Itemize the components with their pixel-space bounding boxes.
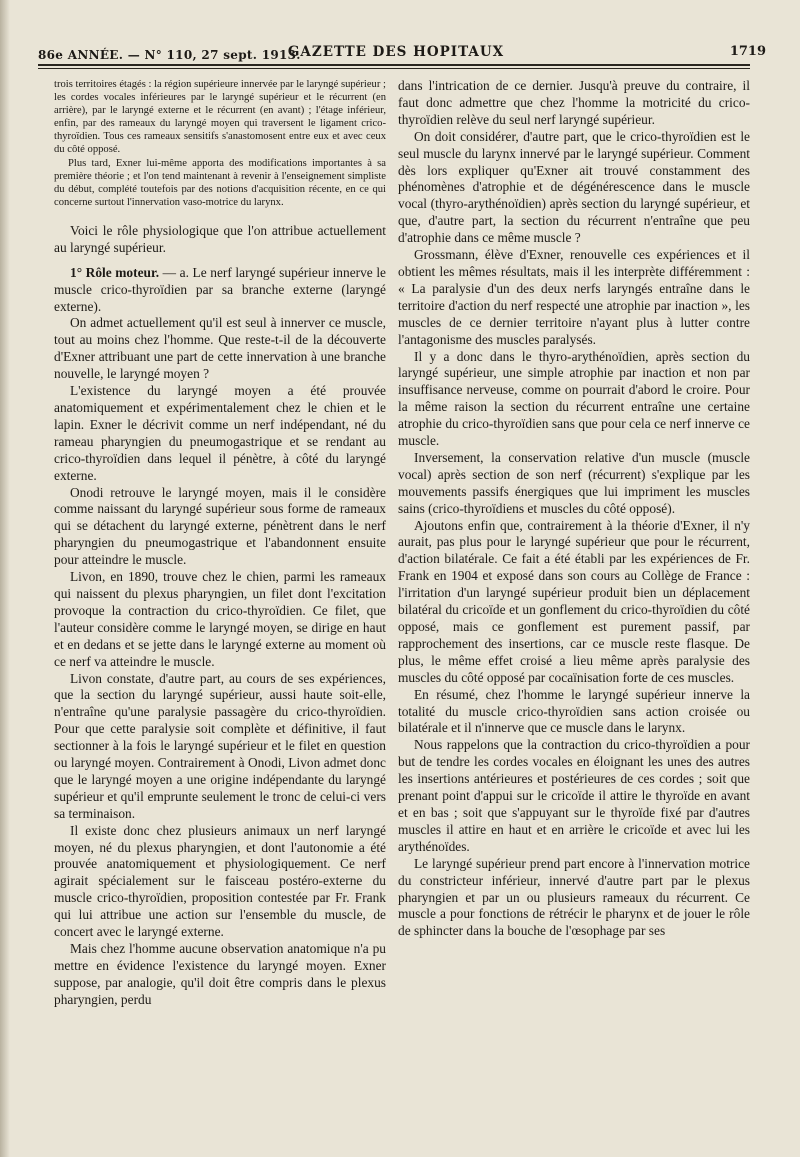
paragraph: dans l'intrication de ce dernier. Jusqu'à preuve du contraire, il faut donc admettre que chez l'homme la motricité du crico-thyroïdien relève du seul nerf laryngé supérieur. [398, 78, 750, 127]
paragraph: Grossmann, élève d'Exner, renouvelle ces expériences et il obtient les mêmes résultats, mais il les interprète différemment : « La paralysie d'un des deux nerfs laryngés entraîne dans le territoire d'action du nerf respecté une atrophie par inaction », les muscles de ce dernier territoire n'ayant plus à lutter contre l'antagonisme des muscles paralysés. [398, 247, 750, 347]
paragraph: Inversement, la conservation relative d'un muscle (muscle vocal) après section de son nerf (récurrent) s'explique par les mouvements passifs énergiques que lui impriment les muscles sains (crico-thyroïdiens et muscles du côté opposé). [398, 449, 750, 516]
paragraph: On doit considérer, d'autre part, que le crico-thyroïdien est le seul muscle du larynx innervé par le laryngé supérieur. Comment dès lors expliquer qu'Exner ait trouvé constamment des phénomènes d'atrophie et de dégénérescence dans le muscle vocal (thyro-arythénoïdien) après section du laryngé supérieur, et que, d'autre part, la section du récurrent n'entraîne que peu d'atrophie dans ce même muscle ? [398, 128, 750, 246]
paragraph: Plus tard, Exner lui-même apporta des modifications importantes à sa première théorie ; et l'on tend maintenant à revenir à l'enseignement simpliste du début, complété toutefois par des notions d'acquisition récente, en ce qui concerne surtout l'innervation vaso-motrice du larynx. [54, 157, 386, 208]
paragraph: Mais chez l'homme aucune observation anatomique n'a pu mettre en évidence l'existence du laryngé moyen. Exner suppose, par analogie, qu'il doit être compris dans le plexus pharyngien, perdu [54, 941, 386, 1007]
right-column [398, 78, 750, 940]
paragraph: Le laryngé supérieur prend part encore à l'innervation motrice du constricteur inférieur, innervé d'autre part par le plexus pharyngien et par un ou plusieurs rameaux du récurrent. Ce muscle a pour fonctions de rétrécir le pharynx et de jouer le rôle de sphincter dans la bouche de l'œsophage par ses [398, 855, 750, 939]
paragraph: Il y a donc dans le thyro-arythénoïdien, après section du laryngé supérieur, une simple atrophie par inaction et non par insuffisance nerveuse, comme on pourrait d'abord le croire. Pour la même raison la section du récurrent entraîne une certaine atrophie du crico-thyroïdien sans que pour cela ce nerf innerve ce muscle. [398, 348, 750, 449]
main-text-left [54, 223, 386, 1009]
header-rule-thin [38, 68, 750, 69]
journal-title: GAZETTE DES HOPITAUX [287, 44, 505, 60]
paragraph: Voici le rôle physiologique que l'on attribue actuellement au laryngé supérieur. [54, 222, 386, 255]
paragraph: L'existence du laryngé moyen a été prouvée anatomiquement et expérimentalement chez le chien et le lapin. Exner le décrivit comme un nerf indépendant, né du rameau pharyngien du pneumogastrique et se rendant au crico-thyroïdien dans lequel il pénètre, à côté du laryngé externe. [54, 383, 386, 483]
paragraph: Il existe donc chez plusieurs animaux un nerf laryngé moyen, né du plexus pharyngien, et dont l'autonomie a été prouvée anatomiquement et physiologiquement. Ce nerf agirait spécialement sur le faisceau postéro-externe du muscle crico-thyroïdien, proposition contestée par Fr. Frank qui lui attribue une action sur l'ensemble du muscle, de concert avec le laryngé externe. [54, 822, 386, 940]
issue-info: 86e ANNÉE. — N° 110, 27 sept. 1913. [38, 48, 301, 62]
section-heading: 1° Rôle moteur. [70, 264, 160, 280]
left-column [54, 78, 386, 1009]
paragraph: Onodi retrouve le laryngé moyen, mais il le considère comme naissant du laryngé supérieur sous forme de rameaux qui se détachent du laryngé externe, pénètrent dans le nerf pharyngien du pneumogastrique et l'abandonnent ensuite pour atteindre le muscle. [54, 484, 386, 568]
small-print-block [54, 78, 386, 209]
paragraph: Ajoutons enfin que, contrairement à la théorie d'Exner, il n'y aurait, pas plus pour le laryngé supérieur que pour le récurrent, d'action bilatérale. Ce fait a été établi par les expériences de Fr. Frank en 1904 et exposé dans son cours au Collège de France : l'irritation d'un laryngé supérieur produit bien un déplacement bilatéral du cricoïde et un gonflement du crico-thyroïdien du côté opposé, mais ce gonflement est purement passif, par rapprochement des insertions, car ce muscle reste flasque. De plus, le même effet croisé a lieu même après paralysie des muscles du côté opposé par cocaïnisation forte de ces muscles. [398, 517, 750, 685]
paragraph: Livon, en 1890, trouve chez le chien, parmi les rameaux qui naissent du plexus pharyngien, un filet dont l'excitation provoque la contraction du crico-thyroïdien. Ce filet, que l'auteur considère comme le laryngé moyen, se dirige en haut et en dedans et se jette dans le laryngé externe au moment où ce nerf va atteindre le muscle. [54, 569, 386, 669]
header-rule [38, 64, 750, 66]
page-header [20, 40, 772, 64]
section-paragraph [54, 265, 386, 316]
section-text: — a. Le nerf laryngé supérieur innerve le muscle crico-thyroïdien par sa branche externe (laryngé externe). [54, 264, 386, 314]
paragraph: trois territoires étagés : la région supérieure innervée par le laryngé supérieur ; les cordes vocales inférieures par le laryngé supérieur et le récurrent (en arrière), par le laryngé externe et le récurrent (en avant) ; l'étage inférieur, enfin, par des rameaux du laryngé moyen qui traversent le ligament crico-thyroïdien. Tous ces rameaux sensitifs s'anastomosent entre eux et avec ceux du côté opposé. [54, 79, 386, 156]
binding-shadow [0, 0, 10, 1157]
paragraph: En résumé, chez l'homme le laryngé supérieur innerve la totalité du muscle crico-thyroïdien sans action croisée ou bilatérale et il n'innerve que ce muscle dans le larynx. [398, 686, 750, 736]
paragraph: Nous rappelons que la contraction du crico-thyroïdien a pour but de tendre les cordes vocales en éloignant les unes des autres les insertions antérieures et postérieures de ces cordes ; soit que prenant point d'appui sur le cricoïde il attire le thyroïde en avant et en bas ; soit que s'appuyant sur le thyroïde fixé par d'autres muscles il attire en haut et en arrière le cricoïde et avec lui les arythénoïdes. [398, 737, 750, 854]
paragraph: On admet actuellement qu'il est seul à innerver ce muscle, tout au moins chez l'homme. Que reste-t-il de la découverte d'Exner attribuant une part de cette innervation à une branche nouvelle, le laryngé moyen ? [54, 315, 386, 382]
page-number: 1719 [729, 44, 766, 59]
paragraph: Livon constate, d'autre part, au cours de ses expériences, que la section du laryngé supérieur, aussi haute soit-elle, n'entraîne qu'une paralysie passagère du crico-thyroïdien. Pour que cette paralysie soit complète et définitive, il faut sectionner à la fois le laryngé supérieur et le filet en question ou laryngé moyen. Contrairement à Onodi, Livon admet donc que le laryngé moyen a une origine indépendante du laryngé supérieur et qu'il emprunte seulement le tronc de celui-ci vers sa terminaison. [54, 670, 386, 821]
